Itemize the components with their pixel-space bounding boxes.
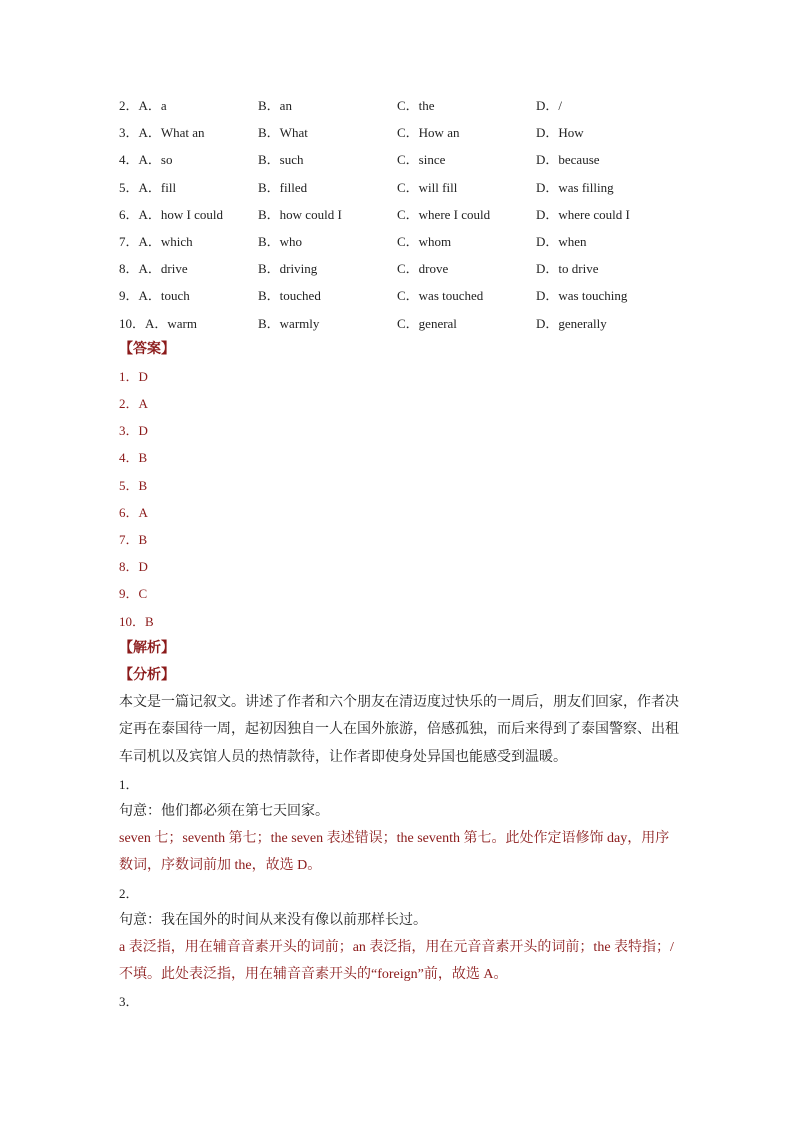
answer-item: 4．B	[119, 450, 148, 466]
option-d: D．/	[536, 98, 563, 114]
answer-heading: 【答案】	[119, 341, 175, 357]
option-a: 6．A．how I could	[119, 206, 223, 222]
option-row	[119, 281, 679, 308]
option-a: 9．A．touch	[119, 288, 190, 304]
question-number: 3．	[119, 994, 139, 1010]
option-d: D．because	[536, 152, 600, 168]
answer-item: 2．A	[119, 396, 148, 412]
answer-item: 1．D	[119, 368, 148, 384]
option-d: D．generally	[536, 315, 607, 331]
option-row	[119, 309, 679, 336]
analysis-heading: 【解析】	[119, 640, 175, 656]
option-d: D．was filling	[536, 179, 614, 195]
option-c: C．drove	[397, 261, 449, 277]
option-row	[119, 91, 679, 118]
options-table	[119, 91, 679, 336]
option-d: D．was touching	[536, 288, 628, 304]
explanation-paragraph: seven 七；seventh 第七；the seven 表述错误；the seventh 第七。此处作定语修饰 day，用序数词，序数词前加 the，故选 D。	[119, 831, 670, 874]
sentence-meaning: 句意：他们都必须在第七天回家。	[119, 803, 329, 819]
option-b: B．who	[258, 234, 303, 250]
answer-item: 9．C	[119, 586, 148, 602]
option-d: D．How	[536, 125, 584, 141]
option-c: C．whom	[397, 234, 452, 250]
option-c: C．since	[397, 152, 446, 168]
option-row	[119, 145, 679, 172]
option-row	[119, 173, 679, 200]
option-b: B．touched	[258, 288, 321, 304]
option-a: 10．A．warm	[119, 315, 197, 331]
option-d: D．to drive	[536, 261, 599, 277]
option-b: B．What	[258, 125, 308, 141]
explanation-paragraph: a 表泛指，用在辅音音素开头的词前；an 表泛指，用在元音音素开头的词前；the 表特指；/ 不填。此处表泛指，用在辅音音素开头的“foreign”前，故选 A。	[119, 939, 674, 983]
answer-item: 7．B	[119, 532, 148, 547]
option-c: C．general	[397, 315, 457, 331]
option-a: 3．A．What an	[119, 125, 205, 141]
option-a: 5．A．fill	[119, 179, 177, 195]
answer-list	[119, 363, 679, 635]
question-number: 1．	[119, 776, 139, 792]
option-c: C．where I could	[397, 206, 491, 222]
option-c: C．will fill	[397, 179, 458, 195]
option-b: B．an	[258, 98, 292, 114]
answer-item: 5．B	[119, 477, 148, 493]
document-page	[119, 91, 679, 1016]
option-b: B．how could I	[258, 206, 342, 222]
option-c: C．the	[397, 98, 435, 114]
answer-item: 3．D	[119, 423, 148, 439]
option-a: 2．A．a	[119, 98, 167, 114]
option-b: B．warmly	[258, 315, 320, 331]
answer-item: 6．A	[119, 504, 148, 520]
option-d: D．when	[536, 234, 587, 250]
option-c: C．was touched	[397, 288, 484, 304]
sentence-meaning: 句意：我在国外的时间从来没有像以前那样长过。	[119, 912, 427, 928]
option-row	[119, 227, 679, 254]
fenxi-heading: 【分析】	[119, 667, 175, 683]
option-d: D．where could I	[536, 206, 630, 222]
option-a: 8．A．drive	[119, 261, 188, 277]
option-a: 7．A．which	[119, 234, 193, 250]
option-row	[119, 118, 679, 145]
option-b: B．driving	[258, 261, 318, 277]
answer-item: 10．B	[119, 613, 154, 629]
question-number: 2．	[119, 885, 139, 901]
option-c: C．How an	[397, 125, 460, 141]
option-row	[119, 200, 679, 227]
answer-item: 8．D	[119, 559, 148, 575]
option-b: B．such	[258, 152, 304, 168]
option-row	[119, 254, 679, 281]
summary-paragraph: 本文是一篇记叙文。讲述了作者和六个朋友在清迈度过快乐的一周后，朋友们回家，作者决定再在泰国待一周，起初因独自一人在国外旅游，倍感孤独，而后来得到了泰国警察、出租车司机以及宾馆人员的热情款待，让作者即使身处异国也能感受到温暖。	[119, 695, 679, 765]
option-a: 4．A．so	[119, 152, 173, 168]
option-b: B．filled	[258, 179, 308, 195]
